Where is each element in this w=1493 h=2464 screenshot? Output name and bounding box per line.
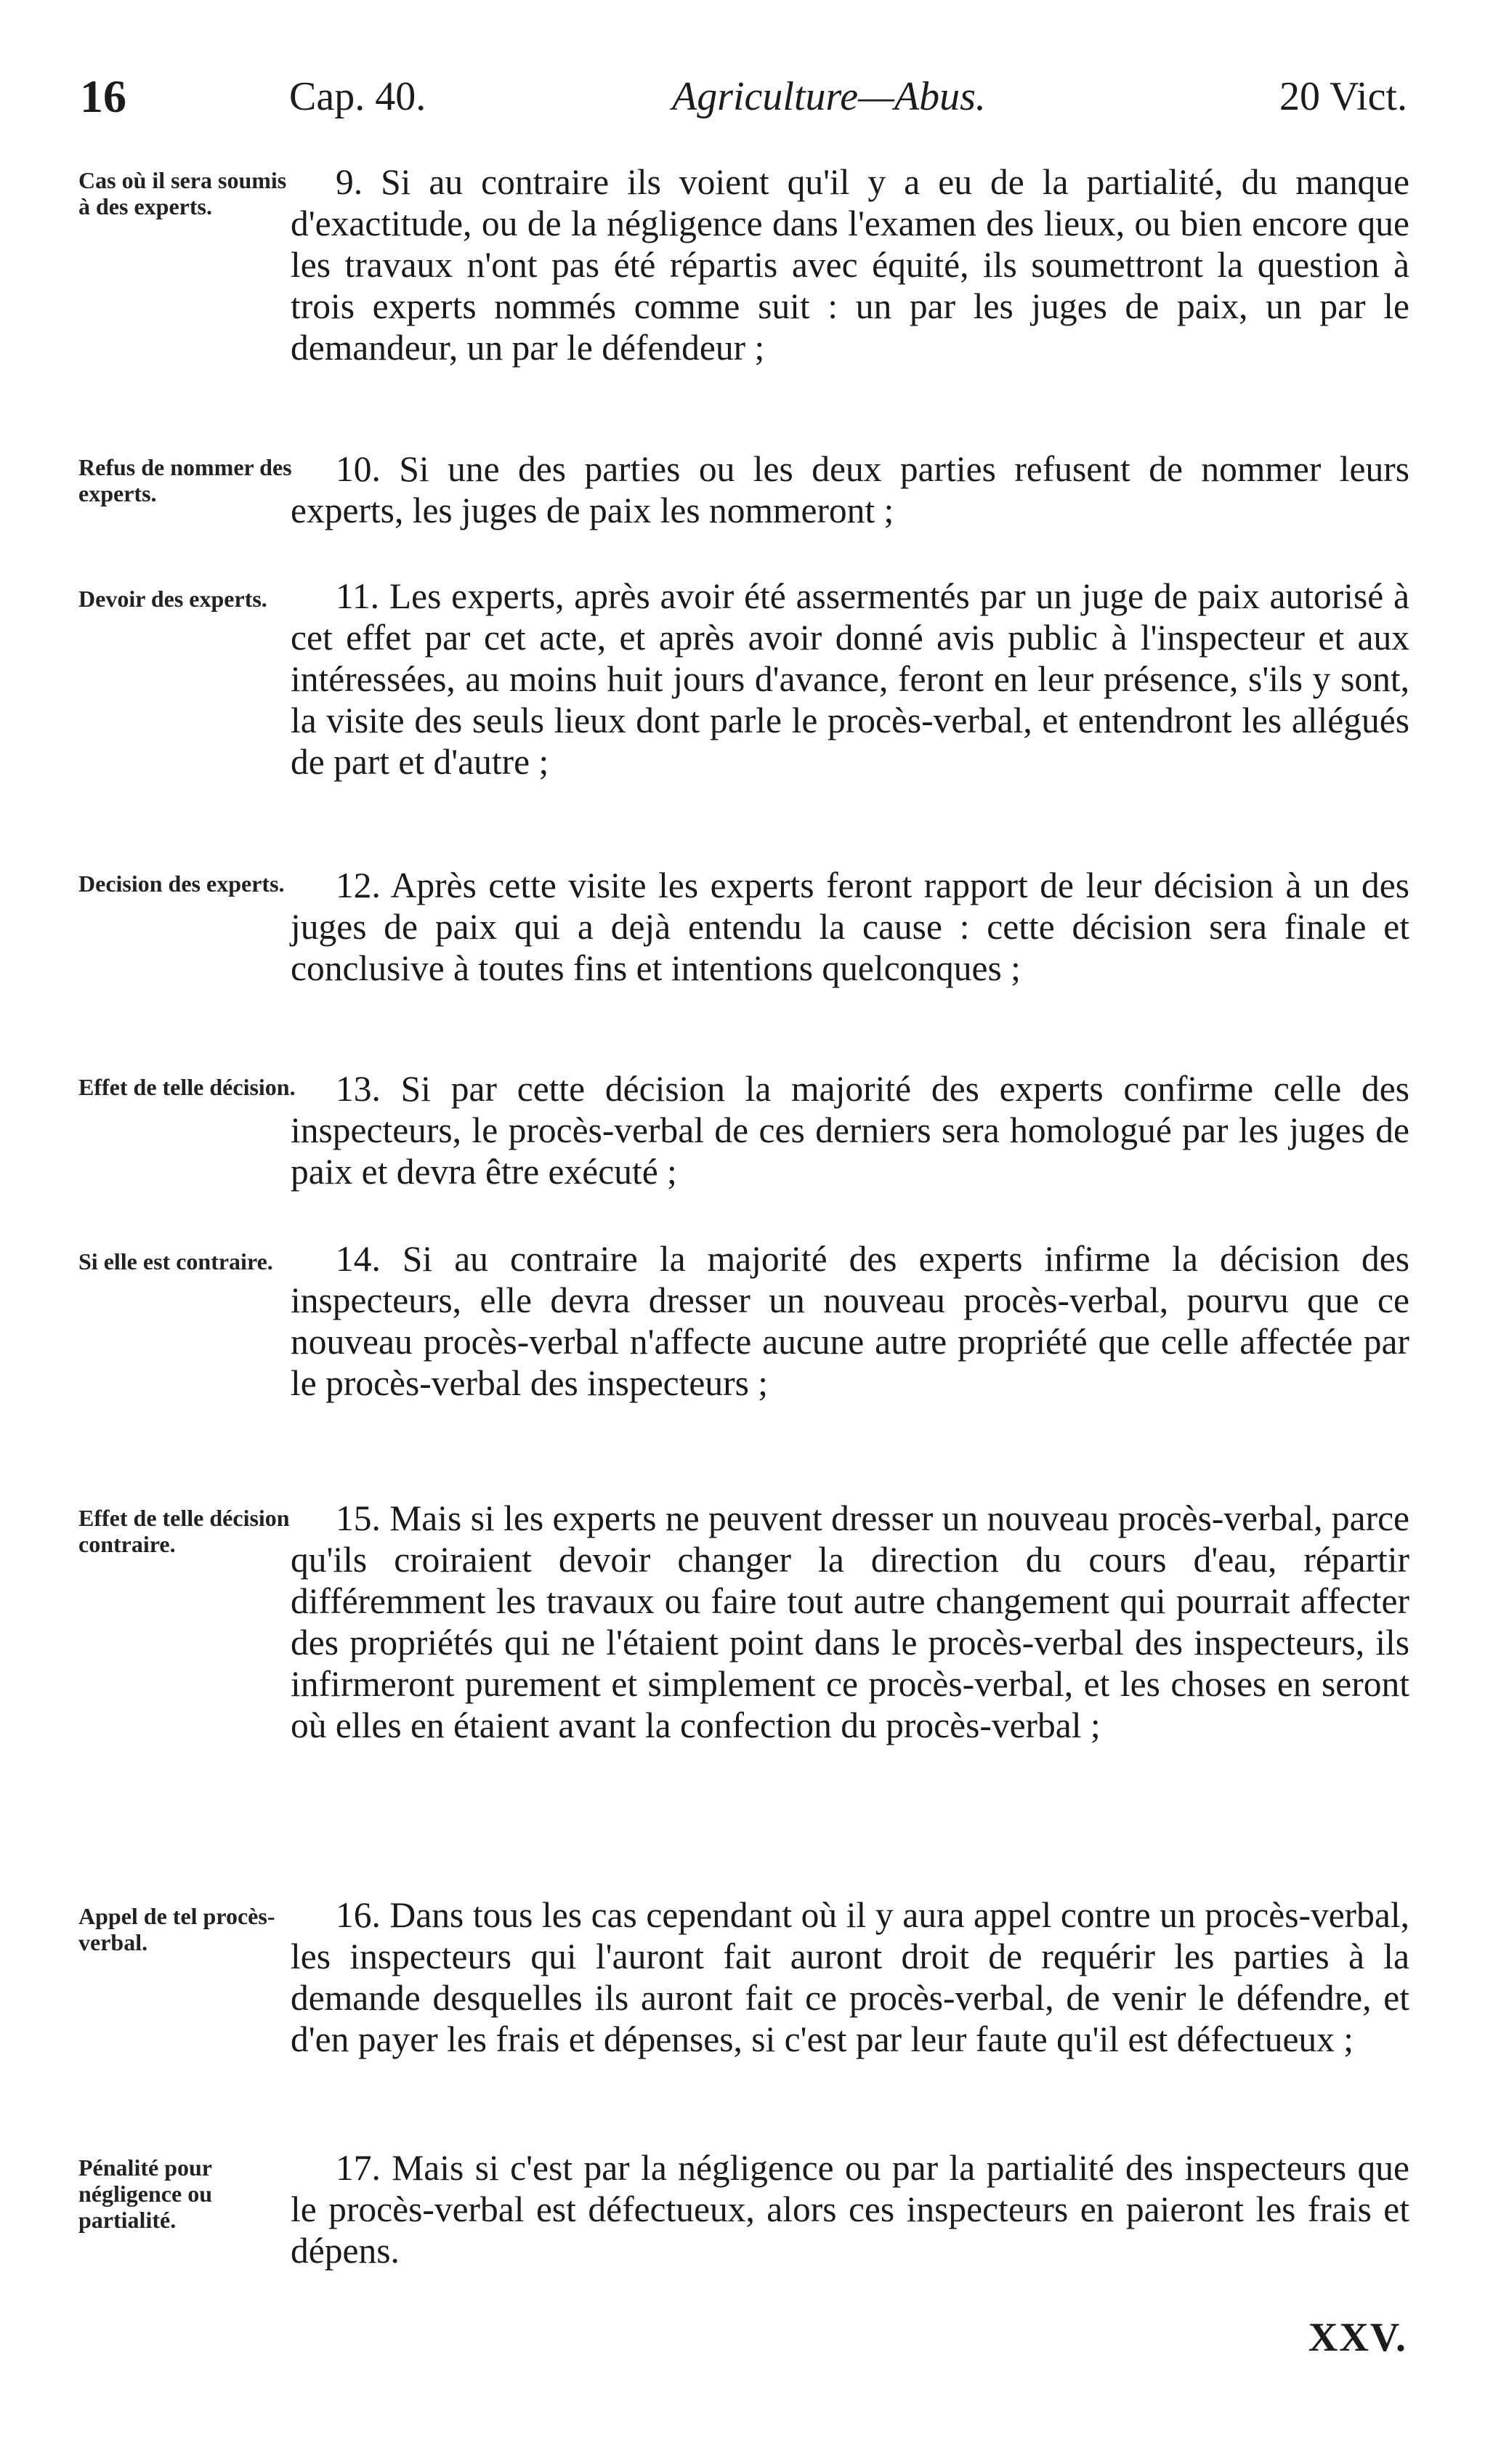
margin-note: Appel de tel procès-verbal. xyxy=(78,1903,275,1955)
section-body: Après cette visite les experts feront rapport de leur décision à un des juges de paix qui a dejà entendu la cause : cette décision sera finale et conclusive à toutes fins et intentions quelconques ; xyxy=(291,865,1409,988)
section-body: Les experts, après avoir été assermentés par un juge de paix autorisé à cet effet par cet acte, et après avoir donné avis public à l'inspecteur et aux intéressées, au moins huit jours d'avance, feront en leur présence, s'ils y sont, la visite des seuls lieux dont parle le procès-verbal, et entendront les allégués de part et d'autre ; xyxy=(291,576,1410,782)
section-body: Mais si les experts ne peuvent dresser un nouveau procès-verbal, parce qu'ils croiraient devoir changer la direction du cours d'eau, répartir différemment les travaux ou faire tout autre changement qui pourrait affecter des propriétés qui ne l'étaient point dans le procès-verbal des inspecteurs, ils infirmeront purement et simplement ce procès-verbal, et les choses en seront où elles en étaient avant la confection du procès-verbal ; xyxy=(291,1498,1410,1745)
section-number: 12. xyxy=(336,865,381,905)
section-text xyxy=(291,1238,1409,1404)
section-number: 16. xyxy=(336,1895,381,1935)
margin-note: Si elle est contraire. xyxy=(78,1248,273,1275)
margin-note: Effet de telle décision contraire. xyxy=(78,1505,290,1557)
section-text xyxy=(291,448,1409,531)
page-number: 16 xyxy=(80,70,126,122)
section-body: Si au contraire ils voient qu'il y a eu de la partialité, du manque d'exactitude, ou de la négligence dans l'examen des lieux, ou bien encore que les travaux n'ont pas été répartis avec équité, ils soumettront la question à trois experts nommés comme suit : un par les juges de paix, un par le demandeur, un par le défendeur ; xyxy=(291,162,1409,368)
section-text xyxy=(291,1068,1409,1192)
section-number: 13. xyxy=(336,1069,381,1109)
section-number: 9. xyxy=(336,162,363,202)
section-body: Si une des parties ou les deux parties refusent de nommer leurs experts, les juges de paix les nommeront ; xyxy=(291,449,1410,530)
section-number: 17. xyxy=(336,2148,381,2188)
section-number: 14. xyxy=(336,1239,381,1279)
section-text xyxy=(291,575,1409,783)
margin-note: Decision des experts. xyxy=(78,871,285,897)
section-number: 11. xyxy=(336,576,380,616)
margin-note: Devoir des experts. xyxy=(78,586,267,612)
catchword: XXV. xyxy=(1308,2315,1407,2360)
margin-note: Effet de telle décision. xyxy=(78,1074,296,1100)
margin-note: Cas où il sera soumis à des experts. xyxy=(78,167,287,219)
section-text xyxy=(291,1498,1409,1746)
section-text xyxy=(291,865,1409,989)
section-number: 15. xyxy=(336,1498,381,1538)
section-body: Dans tous les cas cependant où il y aura appel contre un procès-verbal, les inspecteurs qui l'auront fait auront droit de requérir les parties à la demande desquelles ils auront fait ce procès-verbal, de venir le défendre, et d'en payer les frais et dépenses, si c'est par leur faute qu'il est défectueux ; xyxy=(291,1895,1409,2059)
section-text xyxy=(291,1894,1409,2060)
section-number: 10. xyxy=(336,449,381,489)
running-title: Agriculture—Abus. xyxy=(672,74,986,119)
regnal-year: 20 Vict. xyxy=(1279,74,1407,119)
section-body: Mais si c'est par la négligence ou par la partialité des inspecteurs que le procès-verbal est défectueux, alors ces inspecteurs en paieront les frais et dépens. xyxy=(291,2148,1409,2271)
section-text xyxy=(291,161,1409,368)
section-text xyxy=(291,2147,1409,2271)
margin-note: Pénalité pour négligence ou partialité. xyxy=(78,2154,212,2233)
chapter-number: Cap. 40. xyxy=(289,74,426,119)
margin-note: Refus de nommer des experts. xyxy=(78,454,292,506)
section-body: Si au contraire la majorité des experts infirme la décision des inspecteurs, elle devra dresser un nouveau procès-verbal, pourvu que ce nouveau procès-verbal n'affecte aucune autre propriété que celle affectée par le procès-verbal des inspecteurs ; xyxy=(291,1239,1409,1403)
running-header xyxy=(0,71,1493,129)
section-body: Si par cette décision la majorité des experts confirme celle des inspecteurs, le procès-verbal de ces derniers sera homologué par les juges de paix et devra être exécuté ; xyxy=(291,1069,1410,1192)
